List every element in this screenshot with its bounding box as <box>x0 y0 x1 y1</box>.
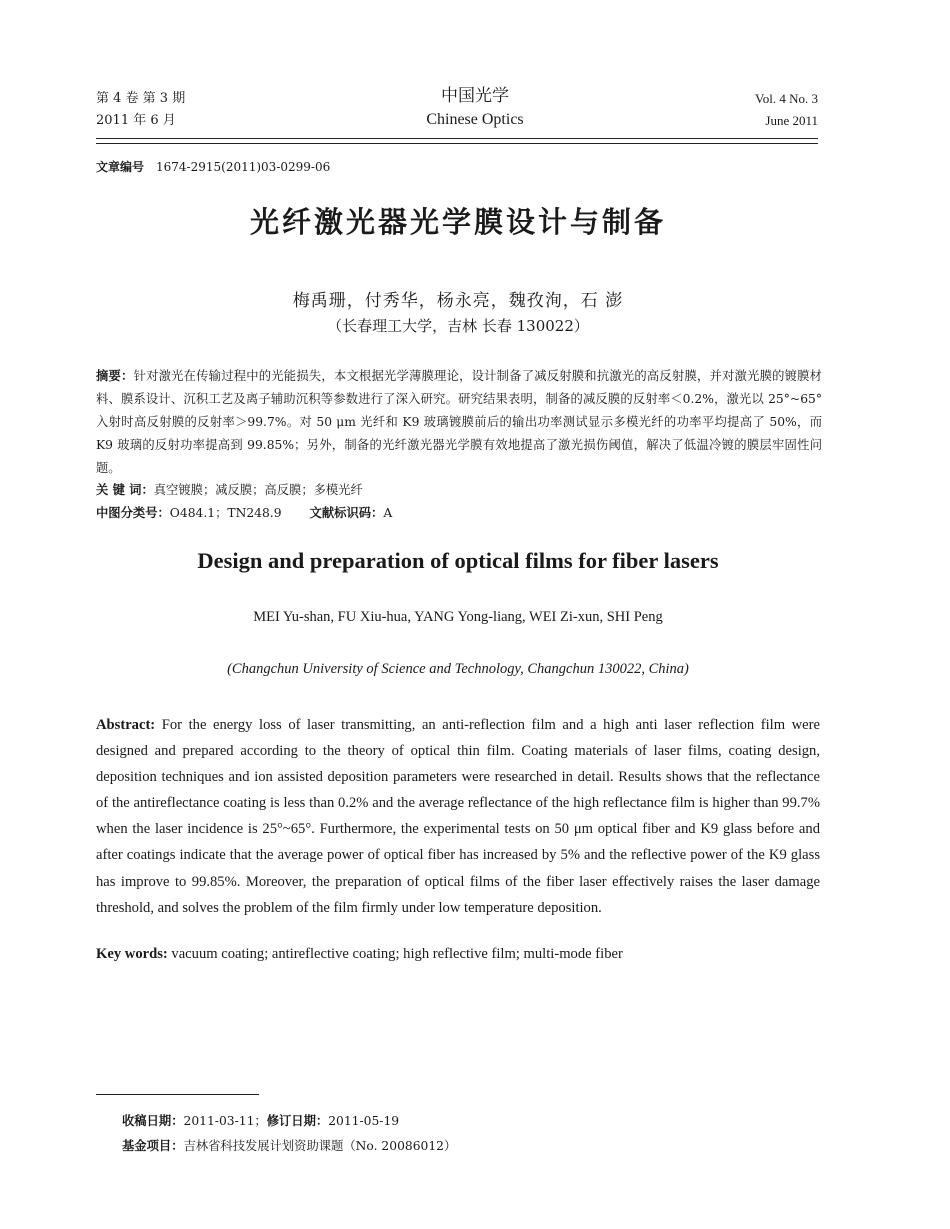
affiliation-en: (Changchun University of Science and Technology, Changchun 130022, China) <box>227 661 689 677</box>
fund-label: 基金项目： <box>122 1139 184 1153</box>
authors-zh: 梅禹珊，付秀华，杨永亮，魏孜洵，石 澎 <box>292 291 624 311</box>
clc-label: 中图分类号： <box>96 506 170 520</box>
keywords-en-label: Key words: <box>96 946 168 962</box>
received-value: 2011-03-11； <box>183 1114 267 1128</box>
volume-issue-zh: 第 4 卷 第 3 期 <box>96 91 186 106</box>
date-en: June 2011 <box>765 113 818 128</box>
classification-row <box>96 503 392 521</box>
received-label: 收稿日期： <box>122 1114 184 1128</box>
abstract-en-text: For the energy loss of laser transmitting, an anti-reflection film and a high anti laser reflection film were designed and prepared according to the theory of optical thin film. Coating materials of laser films, coating design, deposition techniques and ion assisted deposition parameters were researched in detail. Results shows that the reflectance of the antireflectance coating is less than 0.2% and the average reflectance of the high reflectance film is higher than 99.7% when the laser incidence is 25°~65°. Furthermore, the experimental tests on 50 μm optical fiber and K9 glass before and after coatings indicate that the average power of optical fiber has increased by 5% and the reflective power of the K9 glass has improve to 99.85%. Moreover, the preparation of optical films of the fiber laser effectively raises the laser damage threshold, and solves the problem of the film firmly under low temperature deposition. <box>96 717 820 916</box>
authors-en: MEI Yu-shan, FU Xiu-hua, YANG Yong-liang, WEI Zi-xun, SHI Peng <box>253 609 663 625</box>
keywords-zh-text: 真空镀膜；减反膜；高反膜；多模光纤 <box>153 483 363 497</box>
keywords-en-text: vacuum coating; antireflective coating; high reflective film; multi-mode fiber <box>167 946 623 962</box>
article-number-value: 1674-2915(2011)03-0299-06 <box>156 160 331 174</box>
abstract-zh-label: 摘要： <box>96 369 134 383</box>
header-rule-thin <box>96 143 818 144</box>
abstract-zh-text: 针对激光在传输过程中的光能损失，本文根据光学薄膜理论，设计制备了减反射膜和抗激光的高反射膜，并对激光膜的镀膜材料、膜系设计、沉积工艺及离子辅助沉积等参数进行了深入研究。研究结果表明，制备的减反膜的反射率＜0.2%，激光以 25°~65°入射时高反射膜的反射率＞99.7%。对 50 μm 光纤和 K9 玻璃镀膜前后的输出功率测试显示多模光纤的功率平均提高了 50%，而 K9 玻璃的反射功率提高到 99.85%；另外，制备的光纤激光器光学膜有效地提高了激光损伤阈值，解决了低温冷镀的膜层牢固性问题。 <box>96 369 822 475</box>
journal-name-zh: 中国光学 <box>441 86 509 106</box>
keywords-zh <box>96 480 363 498</box>
title-zh: 光纤激光器光学膜设计与制备 <box>249 205 666 239</box>
doc-code-value: A <box>383 506 393 520</box>
journal-name-en: Chinese Optics <box>426 111 524 128</box>
date-zh: 2011 年 6 月 <box>96 113 176 128</box>
header-right <box>755 88 818 132</box>
keywords-zh-label: 关 键 词： <box>96 483 154 497</box>
title-en: Design and preparation of optical films for fiber lasers <box>197 548 719 573</box>
footnote-dates <box>122 1111 399 1129</box>
keywords-en <box>96 946 623 963</box>
article-number <box>96 158 330 175</box>
footnote-rule <box>96 1094 259 1095</box>
abstract-zh <box>96 365 822 480</box>
doc-code-label: 文献标识码： <box>309 506 384 520</box>
revised-value: 2011-05-19 <box>328 1114 400 1128</box>
fund-value: 吉林省科技发展计划资助课题（No. 20086012） <box>183 1139 457 1153</box>
clc-value: O484.1；TN248.9 <box>169 506 282 520</box>
abstract-en-label: Abstract: <box>96 717 156 733</box>
article-number-label: 文章编号 <box>96 160 145 174</box>
abstract-en <box>96 712 820 921</box>
affiliation-zh: （长春理工大学，吉林 长春 130022） <box>327 317 589 335</box>
footnote-fund <box>122 1136 456 1154</box>
volume-issue-en: Vol. 4 No. 3 <box>755 91 818 106</box>
header-rule-thick <box>96 138 818 139</box>
revised-label: 修订日期： <box>266 1114 329 1128</box>
